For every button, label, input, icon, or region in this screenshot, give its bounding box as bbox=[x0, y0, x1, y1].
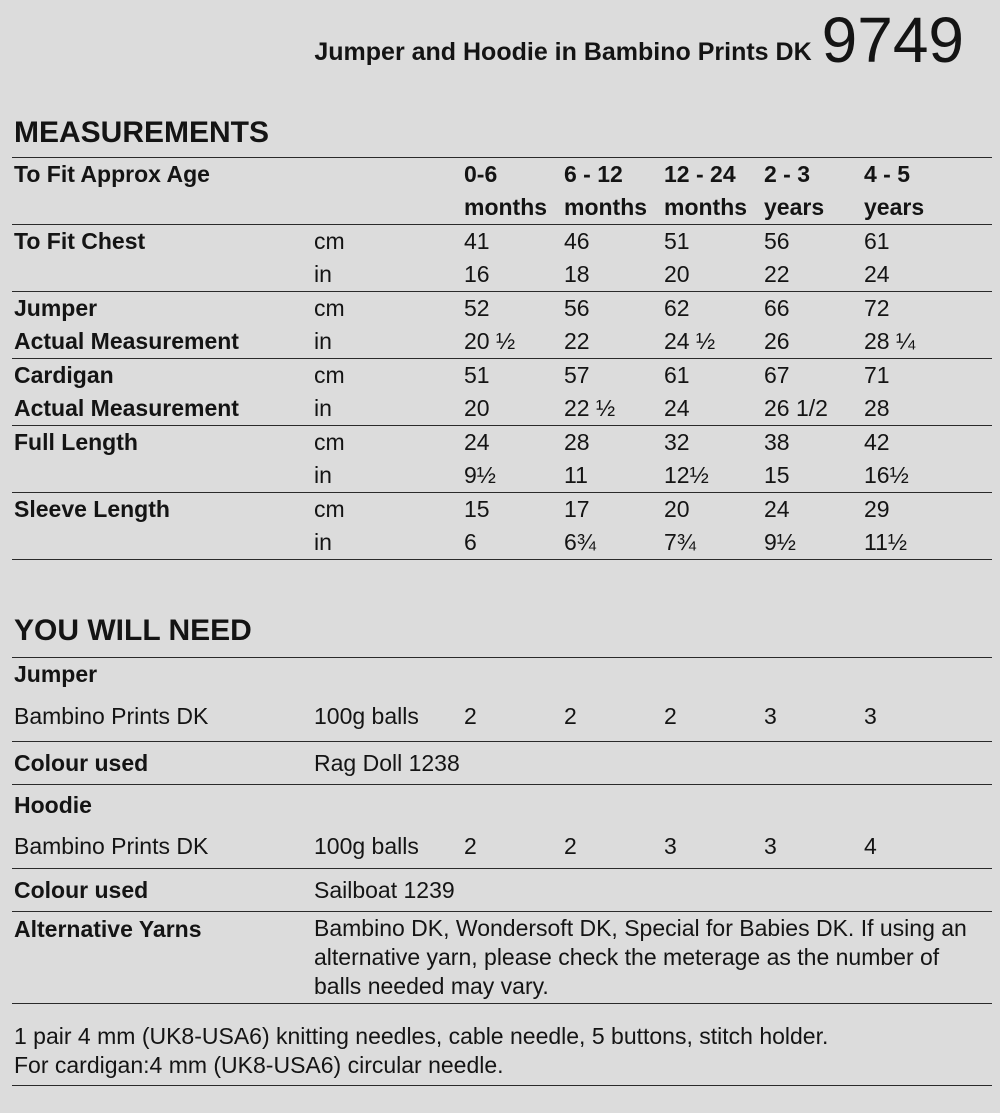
hoodie-colour: Sailboat 1239 bbox=[312, 869, 992, 912]
alternative-yarns-label: Alternative Yarns bbox=[12, 912, 312, 1004]
measure-value: 12½ bbox=[662, 459, 762, 493]
measure-value: 7¾ bbox=[662, 526, 762, 560]
materials-table bbox=[12, 657, 992, 1004]
measure-row-1-label-2: Actual Measurement bbox=[12, 325, 312, 359]
measure-value: 22 ½ bbox=[562, 392, 662, 426]
measure-value: 51 bbox=[464, 362, 490, 388]
measure-value: 32 bbox=[664, 429, 690, 455]
size-2-line2: months bbox=[662, 191, 762, 225]
measure-value: 52 bbox=[464, 295, 490, 321]
measure-value: 57 bbox=[564, 362, 590, 388]
needle-notes bbox=[14, 1022, 828, 1080]
measure-value: 11½ bbox=[862, 526, 992, 560]
measure-value: 24 ½ bbox=[662, 325, 762, 359]
measure-unit: cm bbox=[314, 228, 345, 254]
measure-value: 15 bbox=[762, 459, 862, 493]
measure-value: 62 bbox=[664, 295, 690, 321]
measure-value: 6¾ bbox=[562, 526, 662, 560]
jumper-colour: Rag Doll 1238 bbox=[312, 742, 992, 785]
measure-unit: in bbox=[312, 258, 462, 292]
size-1-line1: 6 - 12 bbox=[562, 158, 662, 192]
measure-row-3-label-1: Full Length bbox=[14, 429, 138, 455]
hoodie-label: Hoodie bbox=[14, 791, 92, 818]
measure-unit: cm bbox=[314, 362, 345, 388]
measure-value: 16 bbox=[462, 258, 562, 292]
measure-value: 24 bbox=[662, 392, 762, 426]
page-header bbox=[314, 0, 964, 90]
size-3-line2: years bbox=[762, 191, 862, 225]
hoodie-colour-label: Colour used bbox=[12, 869, 312, 912]
measure-value: 17 bbox=[564, 496, 590, 522]
measure-value: 20 ½ bbox=[462, 325, 562, 359]
measurements-table bbox=[12, 157, 992, 560]
measure-value: 16½ bbox=[862, 459, 992, 493]
jumper-colour-label: Colour used bbox=[12, 742, 312, 785]
measure-value: 51 bbox=[664, 228, 690, 254]
measure-unit: in bbox=[312, 459, 462, 493]
measure-value: 38 bbox=[764, 429, 790, 455]
hoodie-unit: 100g balls bbox=[312, 825, 462, 869]
measure-value: 71 bbox=[864, 362, 890, 388]
measure-row-4-label-1: Sleeve Length bbox=[14, 496, 170, 522]
hoodie-balls-4: 4 bbox=[862, 825, 992, 869]
bottom-divider bbox=[12, 1085, 992, 1086]
jumper-yarn: Bambino Prints DK bbox=[12, 691, 312, 742]
measure-value: 18 bbox=[562, 258, 662, 292]
measure-value: 28 bbox=[862, 392, 992, 426]
measure-value: 24 bbox=[862, 258, 992, 292]
size-0-line2: months bbox=[462, 191, 562, 225]
measure-value: 28 ¼ bbox=[862, 325, 992, 359]
measure-value: 20 bbox=[664, 496, 690, 522]
measure-unit: in bbox=[312, 392, 462, 426]
measure-value: 42 bbox=[864, 429, 890, 455]
hoodie-balls-2: 3 bbox=[662, 825, 762, 869]
measure-unit: in bbox=[312, 526, 462, 560]
measure-row-0-label-1: To Fit Chest bbox=[14, 228, 146, 254]
measure-value: 56 bbox=[564, 295, 590, 321]
measure-value: 56 bbox=[764, 228, 790, 254]
measure-value: 72 bbox=[864, 295, 890, 321]
jumper-unit: 100g balls bbox=[312, 691, 462, 742]
measure-unit: cm bbox=[314, 496, 345, 522]
pattern-code: 9749 bbox=[821, 4, 964, 76]
size-4-line2: years bbox=[862, 191, 992, 225]
measure-row-2-label-1: Cardigan bbox=[14, 362, 114, 388]
measure-unit: cm bbox=[314, 429, 345, 455]
you-will-need-heading: YOU WILL NEED bbox=[14, 614, 252, 647]
measure-unit: cm bbox=[314, 295, 345, 321]
measure-value: 67 bbox=[764, 362, 790, 388]
needle-note-2: For cardigan:4 mm (UK8-USA6) circular needle. bbox=[14, 1052, 504, 1078]
measure-value: 26 bbox=[762, 325, 862, 359]
alternative-yarns-text: Bambino DK, Wondersoft DK, Special for Babies DK. If using an alternative yarn, please check the meterage as the number of balls needed may vary. bbox=[312, 912, 992, 1004]
size-4-line1: 4 - 5 bbox=[862, 158, 992, 192]
measure-value: 9½ bbox=[762, 526, 862, 560]
size-2-line1: 12 - 24 bbox=[662, 158, 762, 192]
size-3-line1: 2 - 3 bbox=[762, 158, 862, 192]
measure-value: 20 bbox=[662, 258, 762, 292]
hoodie-balls-1: 2 bbox=[562, 825, 662, 869]
jumper-label: Jumper bbox=[12, 658, 312, 692]
measure-row-3-label-2 bbox=[12, 459, 312, 493]
measure-value: 24 bbox=[764, 496, 790, 522]
measure-value: 11 bbox=[562, 459, 662, 493]
jumper-balls-3: 3 bbox=[762, 691, 862, 742]
hoodie-yarn: Bambino Prints DK bbox=[12, 825, 312, 869]
needle-note-1: 1 pair 4 mm (UK8-USA6) knitting needles, cable needle, 5 buttons, stitch holder. bbox=[14, 1023, 829, 1049]
measure-value: 22 bbox=[562, 325, 662, 359]
measure-row-0-label-2 bbox=[12, 258, 312, 292]
measure-value: 28 bbox=[564, 429, 590, 455]
measure-value: 46 bbox=[564, 228, 590, 254]
measure-value: 6 bbox=[462, 526, 562, 560]
size-1-line2: months bbox=[562, 191, 662, 225]
jumper-balls-1: 2 bbox=[562, 691, 662, 742]
measure-row-2-label-2: Actual Measurement bbox=[12, 392, 312, 426]
measure-value: 66 bbox=[764, 295, 790, 321]
measure-value: 9½ bbox=[462, 459, 562, 493]
measure-row-4-label-2 bbox=[12, 526, 312, 560]
jumper-balls-4: 3 bbox=[862, 691, 992, 742]
measure-value: 24 bbox=[464, 429, 490, 455]
hoodie-balls-0: 2 bbox=[462, 825, 562, 869]
size-0-line1: 0-6 bbox=[462, 158, 562, 192]
measure-value: 26 1/2 bbox=[762, 392, 862, 426]
measure-unit: in bbox=[312, 325, 462, 359]
measure-row-1-label-1: Jumper bbox=[14, 295, 98, 321]
measure-value: 61 bbox=[664, 362, 690, 388]
measure-value: 29 bbox=[864, 496, 890, 522]
measure-value: 22 bbox=[762, 258, 862, 292]
pattern-title: Jumper and Hoodie in Bambino Prints DK bbox=[314, 38, 812, 66]
measure-value: 41 bbox=[464, 228, 490, 254]
measure-value: 61 bbox=[864, 228, 890, 254]
hoodie-balls-3: 3 bbox=[762, 825, 862, 869]
jumper-balls-2: 2 bbox=[662, 691, 762, 742]
measurements-heading: MEASUREMENTS bbox=[14, 116, 270, 149]
measure-value: 20 bbox=[462, 392, 562, 426]
age-label: To Fit Approx Age bbox=[12, 158, 312, 192]
jumper-balls-0: 2 bbox=[462, 691, 562, 742]
measure-value: 15 bbox=[464, 496, 490, 522]
